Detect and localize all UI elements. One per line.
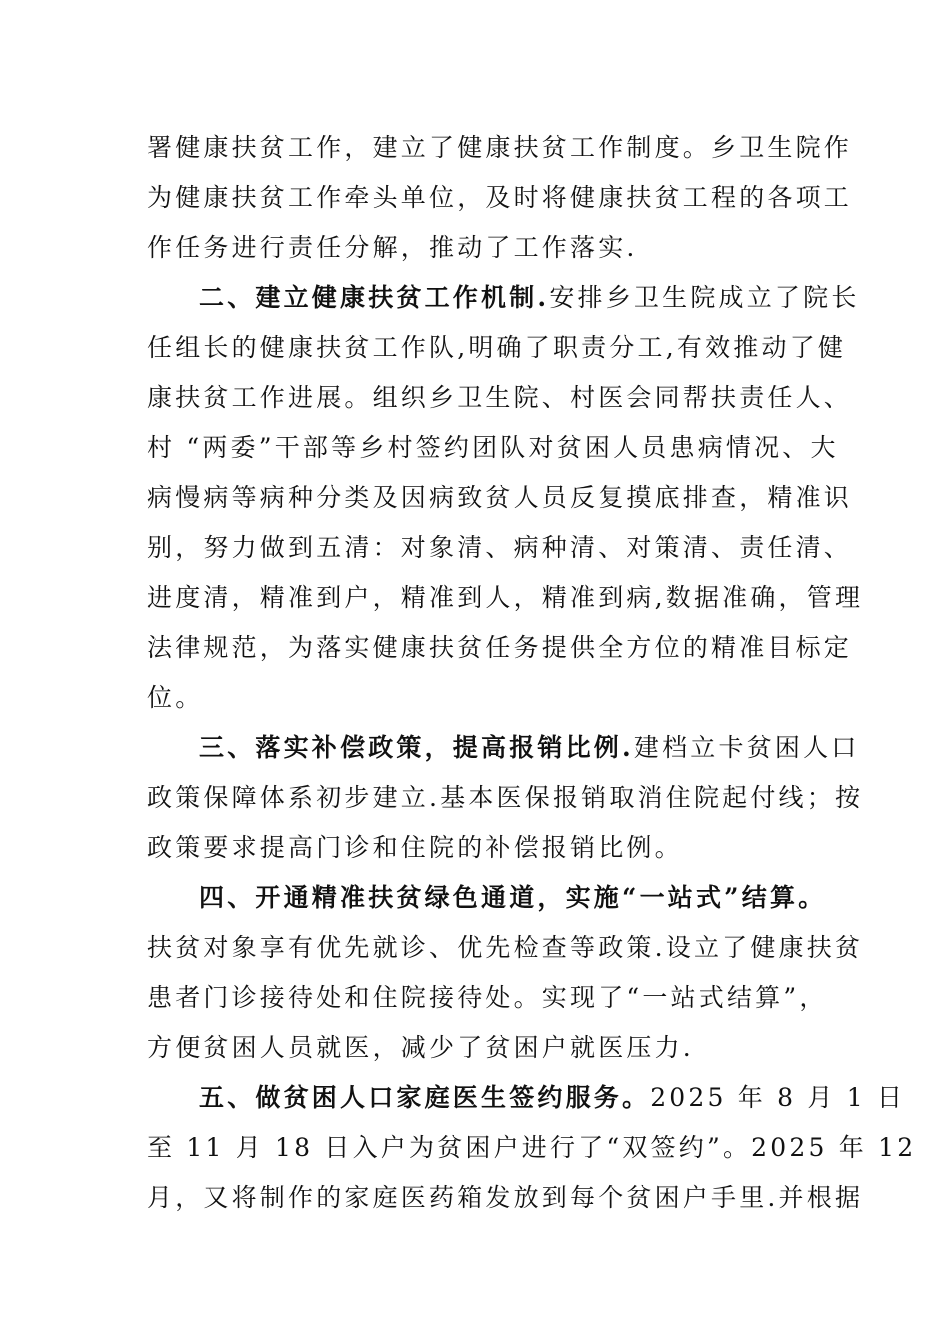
document-body — [147, 123, 917, 1223]
text-line — [147, 873, 827, 923]
section-heading: 三、落实补偿政策，提高报销比例. — [199, 733, 634, 762]
text-line — [147, 1023, 807, 1073]
line-text: 方便贫困人员就医，减少了贫困户就医压力. — [147, 1033, 694, 1062]
section-heading: 五、做贫困人口家庭医生签约服务。 — [199, 1083, 651, 1112]
text-line — [147, 1123, 917, 1173]
line-text: 建档立卡贫困人口 — [633, 733, 860, 762]
line-text: 2025 年 8 月 1 日 — [650, 1083, 906, 1112]
line-text: 月，又将制作的家庭医药箱发放到每个贫困户手里.并根据 — [147, 1183, 864, 1212]
text-line — [147, 523, 853, 573]
line-text: 安排乡卫生院成立了院长 — [549, 283, 860, 312]
text-line — [147, 673, 807, 723]
text-line — [147, 623, 853, 673]
text-line — [147, 723, 860, 773]
text-line — [147, 123, 853, 173]
text-line — [147, 373, 853, 423]
paragraph-1 — [147, 123, 853, 273]
text-line — [147, 323, 847, 373]
text-line — [147, 1173, 864, 1223]
text-line — [147, 273, 860, 323]
text-line — [147, 973, 828, 1023]
line-text: 至 11 月 18 日入户为贫困户进行了“双签约”。2025 年 12 — [147, 1133, 917, 1162]
line-text: 政策保障体系初步建立.基本医保报销取消住院起付线；按 — [147, 783, 864, 812]
paragraph-5 — [147, 1073, 917, 1223]
text-line — [147, 223, 807, 273]
text-line — [147, 1073, 906, 1123]
text-line — [147, 573, 864, 623]
line-text: 政策要求提高门诊和住院的补偿报销比例。 — [147, 833, 683, 862]
line-text: 村 “两委”干部等乡村签约团队对贫困人员患病情况、大 — [147, 433, 839, 462]
text-line — [147, 423, 839, 473]
text-line — [147, 173, 853, 223]
line-text: 位。 — [147, 683, 204, 712]
section-heading: 四、开通精准扶贫绿色通道，实施“一站式”结算。 — [199, 883, 827, 912]
text-line — [147, 473, 853, 523]
line-text: 为健康扶贫工作牵头单位，及时将健康扶贫工程的各项工 — [147, 183, 853, 212]
section-heading: 二、建立健康扶贫工作机制. — [199, 283, 550, 312]
text-line — [147, 923, 864, 973]
line-text: 署健康扶贫工作，建立了健康扶贫工作制度。乡卫生院作 — [147, 133, 853, 162]
line-text: 别，努力做到五清：对象清、病种清、对策清、责任清、 — [147, 533, 853, 562]
paragraph-2 — [147, 273, 864, 723]
line-text: 任组长的健康扶贫工作队,明确了职责分工,有效推动了健 — [147, 333, 847, 362]
line-text: 康扶贫工作进展。组织乡卫生院、村医会同帮扶责任人、 — [147, 383, 853, 412]
line-text: 法律规范，为落实健康扶贫任务提供全方位的精准目标定 — [147, 633, 853, 662]
line-text: 进度清，精准到户，精准到人，精准到病,数据准确，管理 — [147, 583, 864, 612]
line-text: 病慢病等病种分类及因病致贫人员反复摸底排查，精准识 — [147, 483, 853, 512]
line-text: 作任务进行责任分解，推动了工作落实. — [147, 233, 638, 262]
line-text: 扶贫对象享有优先就诊、优先检查等政策.设立了健康扶贫 — [147, 933, 864, 962]
text-line — [147, 773, 864, 823]
paragraph-3 — [147, 723, 864, 873]
paragraph-4 — [147, 873, 864, 1073]
line-text: 患者门诊接待处和住院接待处。实现了“一站式结算”， — [147, 983, 828, 1012]
text-line — [147, 823, 807, 873]
